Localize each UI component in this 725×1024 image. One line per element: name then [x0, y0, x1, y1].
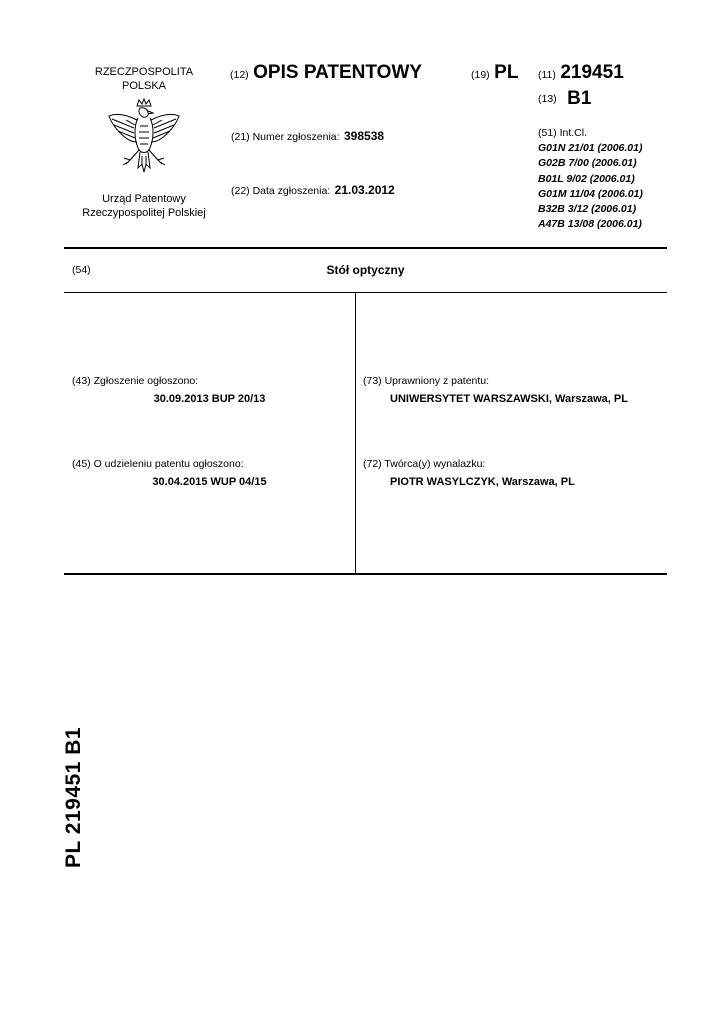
column-divider: [355, 292, 356, 574]
owner-label: (73) Uprawniony z patentu:: [363, 375, 490, 387]
app-number-label: (21) Numer zgłoszenia:: [231, 131, 340, 143]
office-line-2: Rzeczypospolitej Polskiej: [82, 207, 206, 219]
int-cl-class: G02B 7/00 (2006.01): [538, 157, 637, 170]
code-13: (13): [538, 93, 557, 105]
country-line-1: RZECZPOSPOLITA: [94, 66, 194, 78]
patent-number: [538, 62, 624, 84]
code-12: (12): [230, 69, 249, 81]
int-cl-class: B01L 9/02 (2006.01): [538, 172, 635, 185]
document-type: [230, 62, 422, 84]
kind-value: B1: [567, 88, 592, 109]
application-date: [231, 181, 395, 199]
country-value: PL: [494, 62, 519, 83]
inventor-label: (72) Twórca(y) wynalazku:: [363, 458, 486, 470]
int-cl-block: [538, 126, 643, 233]
code-11: (11): [538, 69, 556, 81]
inventor-value: PIOTR WASYLCZYK, Warszawa, PL: [390, 476, 575, 488]
app-date-value: 21.03.2012: [334, 183, 395, 197]
app-number-value: 398538: [344, 129, 385, 143]
published-label: (43) Zgłoszenie ogłoszono:: [72, 375, 199, 387]
invention-title: Stół optyczny: [326, 263, 405, 277]
int-cl-class: B32B 3/12 (2006.01): [538, 203, 637, 216]
side-patent-label: PL 219451 B1: [62, 726, 85, 868]
granted-value: 30.04.2015 WUP 04/15: [152, 476, 267, 488]
doc-type-title: OPIS PATENTOWY: [253, 62, 423, 83]
country-code: [471, 62, 518, 84]
published-value: 30.09.2013 BUP 20/13: [153, 393, 266, 405]
bottom-divider: [64, 573, 667, 575]
app-date-label: (22) Data zgłoszenia:: [231, 185, 331, 197]
application-number: [231, 127, 384, 145]
int-cl-class: G01M 11/04 (2006.01): [538, 187, 643, 200]
eagle-emblem-icon: [104, 98, 184, 188]
office-line-1: Urząd Patentowy: [102, 193, 186, 205]
title-divider: [64, 292, 667, 293]
owner-value: UNIWERSYTET WARSZAWSKI, Warszawa, PL: [390, 393, 628, 405]
header-divider: [64, 247, 667, 249]
int-cl-label: (51) Int.Cl.: [538, 127, 588, 139]
country-line-2: POLSKA: [121, 80, 167, 92]
granted-label: (45) O udzieleniu patentu ogłoszono:: [72, 458, 244, 470]
office-name: [74, 192, 214, 220]
title-code: (54): [72, 264, 91, 276]
int-cl-class: G01N 21/01 (2006.01): [538, 142, 643, 154]
code-19: (19): [471, 69, 490, 81]
int-cl-class: A47B 13/08 (2006.01): [538, 218, 642, 231]
patent-number-value: 219451: [560, 62, 624, 83]
country-name: [74, 65, 214, 93]
kind-code: [538, 88, 591, 110]
